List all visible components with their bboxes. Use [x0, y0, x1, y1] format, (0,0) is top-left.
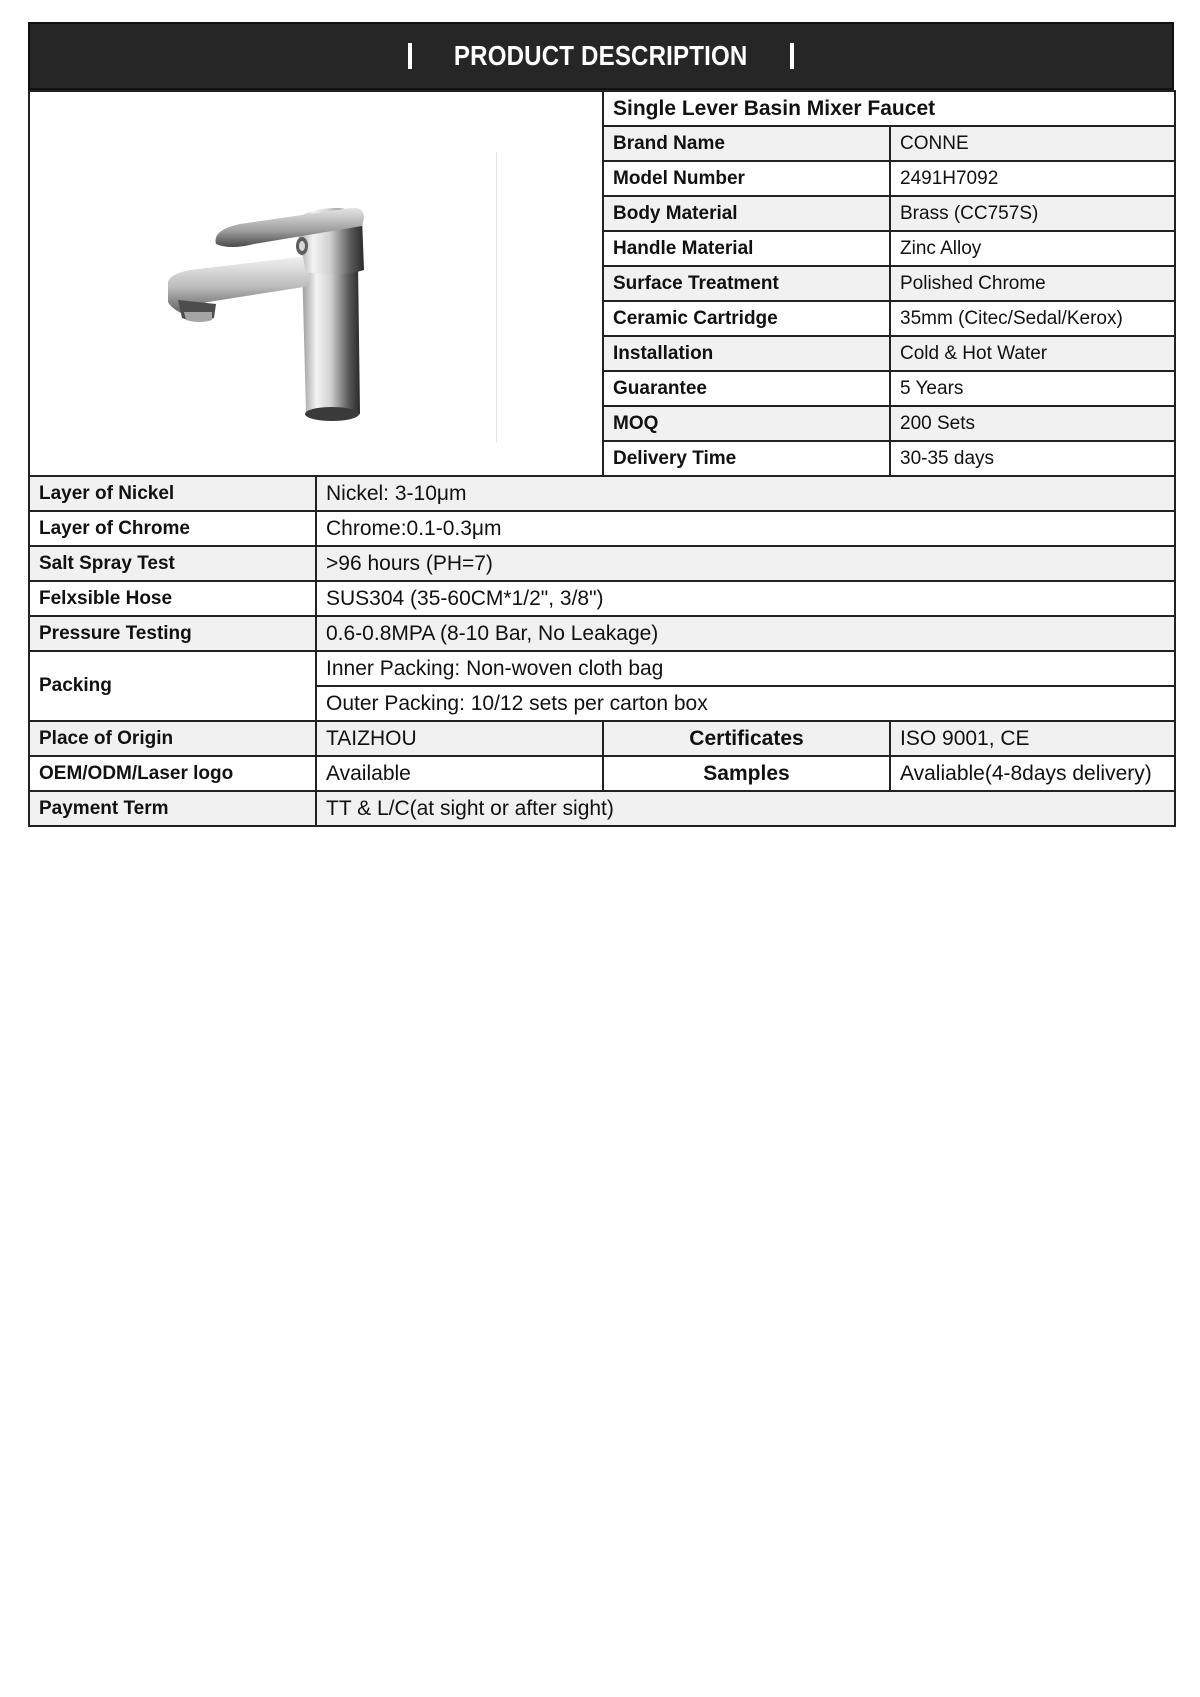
spec-label: Delivery Time — [603, 441, 890, 476]
spec-label: Guarantee — [603, 371, 890, 406]
detail-row-hose — [29, 581, 1175, 616]
detail-value-outer: Outer Packing: 10/12 sets per carton box — [316, 686, 1175, 721]
detail-value-inner: Inner Packing: Non-woven cloth bag — [316, 651, 1175, 686]
detail-label-2: Samples — [603, 756, 890, 791]
detail-value: >96 hours (PH=7) — [316, 546, 1175, 581]
detail-label: Layer of Nickel — [29, 476, 316, 511]
header-bar-right — [790, 43, 794, 69]
detail-label: Salt Spray Test — [29, 546, 316, 581]
spec-value: Polished Chrome — [890, 266, 1175, 301]
detail-label: OEM/ODM/Laser logo — [29, 756, 316, 791]
detail-row-pressure — [29, 616, 1175, 651]
detail-value: TT & L/C(at sight or after sight) — [316, 791, 1175, 826]
spec-table — [28, 90, 1176, 827]
spec-value: Brass (CC757S) — [890, 196, 1175, 231]
spec-label: Body Material — [603, 196, 890, 231]
spec-label: Ceramic Cartridge — [603, 301, 890, 336]
spec-label: MOQ — [603, 406, 890, 441]
detail-value-2: ISO 9001, CE — [890, 721, 1175, 756]
detail-value: TAIZHOU — [316, 721, 603, 756]
spec-value: 5 Years — [890, 371, 1175, 406]
product-name: Single Lever Basin Mixer Faucet — [613, 96, 936, 120]
detail-label: Packing — [29, 651, 316, 721]
detail-row-packing — [29, 651, 1175, 686]
spec-value: 2491H7092 — [890, 161, 1175, 196]
detail-label-2: Certificates — [603, 721, 890, 756]
detail-label: Felxsible Hose — [29, 581, 316, 616]
spec-label: Surface Treatment — [603, 266, 890, 301]
detail-value: Chrome:0.1-0.3μm — [316, 511, 1175, 546]
detail-row-salt-spray — [29, 546, 1175, 581]
header-banner — [28, 22, 1174, 90]
detail-row-nickel — [29, 476, 1175, 511]
spec-label: Model Number — [603, 161, 890, 196]
detail-label: Layer of Chrome — [29, 511, 316, 546]
spec-label: Installation — [603, 336, 890, 371]
spec-label: Handle Material — [603, 231, 890, 266]
header-bar-left — [408, 43, 412, 69]
image-edge-line — [496, 152, 497, 442]
page-title: PRODUCT DESCRIPTION — [454, 40, 748, 71]
detail-label: Place of Origin — [29, 721, 316, 756]
detail-value: SUS304 (35-60CM*1/2", 3/8") — [316, 581, 1175, 616]
detail-value: 0.6-0.8MPA (8-10 Bar, No Leakage) — [316, 616, 1175, 651]
detail-value-2: Avaliable(4-8days delivery) — [890, 756, 1175, 791]
detail-label: Pressure Testing — [29, 616, 316, 651]
product-image-cell — [29, 91, 603, 476]
detail-value: Nickel: 3-10μm — [316, 476, 1175, 511]
detail-row-oem — [29, 756, 1175, 791]
spec-value: Cold & Hot Water — [890, 336, 1175, 371]
product-sheet — [28, 22, 1174, 827]
spec-value: 200 Sets — [890, 406, 1175, 441]
product-name-cell — [603, 91, 1175, 126]
spec-value: 35mm (Citec/Sedal/Kerox) — [890, 301, 1175, 336]
spec-value: 30-35 days — [890, 441, 1175, 476]
detail-row-chrome — [29, 511, 1175, 546]
detail-value: Available — [316, 756, 603, 791]
spec-label: Brand Name — [603, 126, 890, 161]
faucet-image — [150, 152, 470, 442]
spec-value: CONNE — [890, 126, 1175, 161]
detail-row-payment — [29, 791, 1175, 826]
spec-value: Zinc Alloy — [890, 231, 1175, 266]
detail-row-origin — [29, 721, 1175, 756]
detail-label: Payment Term — [29, 791, 316, 826]
